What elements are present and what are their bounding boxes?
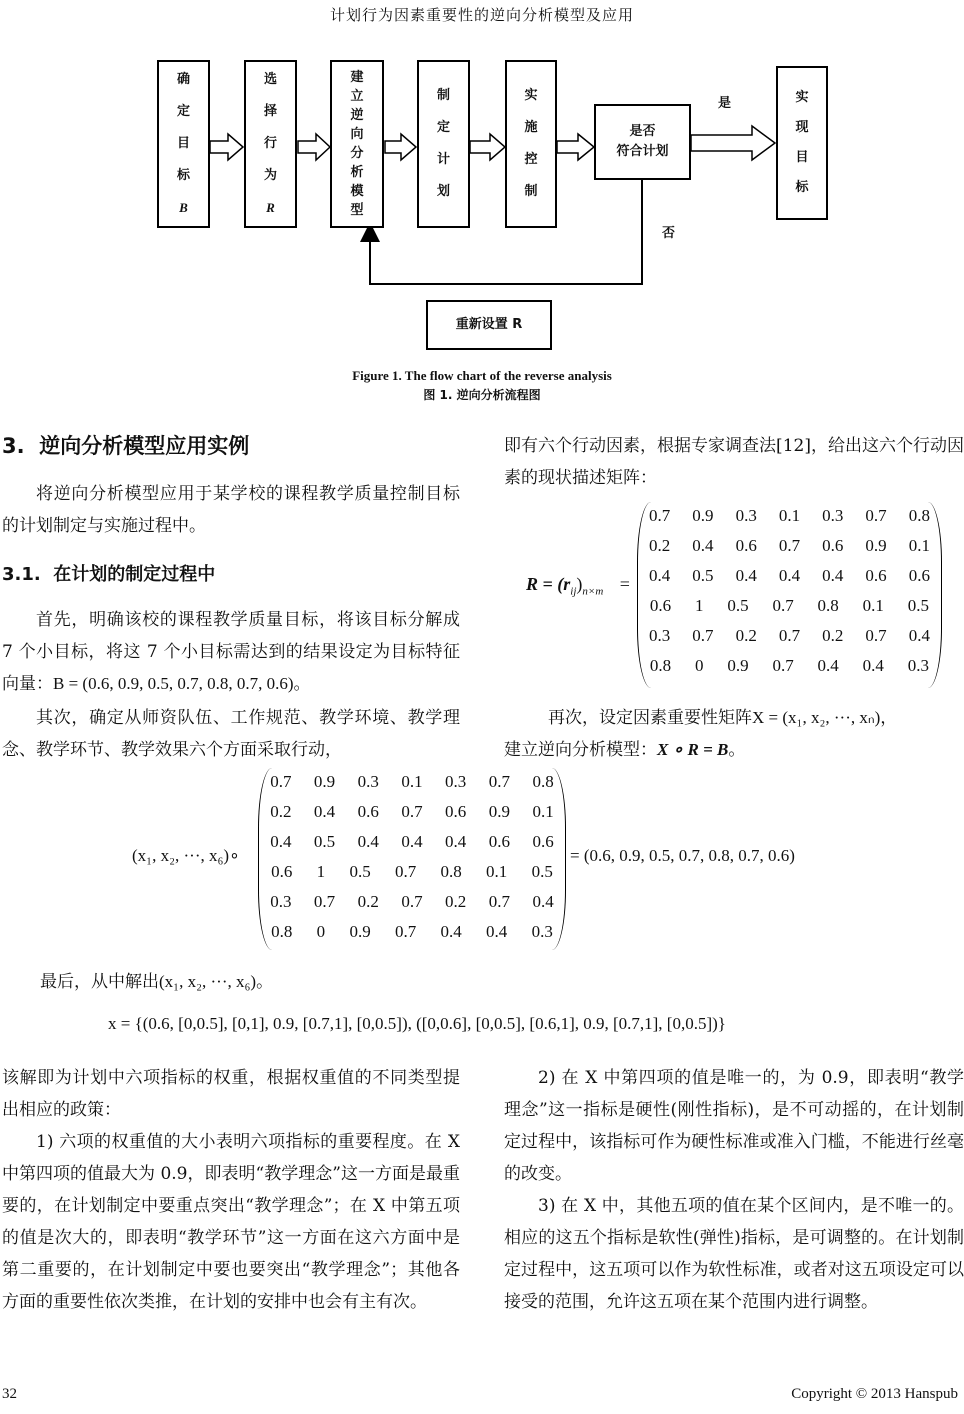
matrix-cell: 0.6 (271, 862, 293, 881)
solution-formula: x = {(0.6, [0,0.5], [0,1], 0.9, [0.7,1], [0,0.5]), ([0,0.6], [0,0.5], [0.6,1], 0.9, [0.7,1], [0,0.5])} (108, 1014, 726, 1033)
matrix-cell: 0.7 (649, 506, 671, 525)
step1-char: 定 (176, 104, 190, 119)
matrix-cell: 0.8 (271, 922, 293, 941)
reset-box (426, 300, 552, 350)
period: 。 (293, 674, 311, 694)
step1-char: 目 (176, 136, 190, 151)
matrix-cell: 0.2 (445, 892, 467, 911)
arrow-6 (691, 126, 775, 160)
step3-char: 建 (350, 70, 364, 85)
right-paragraph-2 (504, 702, 964, 766)
matrix-cell: 0.4 (401, 832, 423, 851)
reset-label: 重新设置 R (455, 316, 523, 332)
matrix-cell: 0.9 (488, 802, 510, 821)
bottom-left-paragraph-1: 该解即为计划中六项指标的权重，根据权重值的不同类型提出相应的政策： (2, 1068, 460, 1120)
matrix-cell: 0.8 (649, 656, 672, 675)
matrix-cell: 0.7 (401, 892, 423, 911)
matrix-cell: 0.1 (532, 802, 554, 821)
bottom-left-paragraph-2: 1) 六项的权重值的大小表明六项指标的重要程度。在 X 中第四项的值最大为 0.9，即表明“教学理念”这一方面是最重要的，在计划制定中要重点突出“教学理念”；在 X 中第五项的值是次大的，即表明“教学环节”这一方面在这六方面中是第二重要的，在计划制定中要也要突出“教学理念”；其他各方面的重要性依次类推，在计划的安排中也会有主有次。 (2, 1132, 460, 1312)
matrix-cell: 0.1 (401, 772, 423, 791)
matrix-cell: 0.3 (357, 772, 379, 791)
matrix-cell: 0.7 (865, 506, 887, 525)
matrix-cell: 0.4 (445, 832, 467, 851)
matrix-cell: 0.2 (270, 802, 292, 821)
matrix-cell: 0.4 (649, 566, 671, 585)
subsection-heading (2, 560, 215, 586)
matrix-row (638, 626, 941, 646)
step-implement-control (505, 60, 557, 228)
step-build-model (330, 60, 384, 228)
matrix-row (259, 802, 565, 822)
page-number: 32 (2, 1386, 17, 1402)
matrix-cell: 0.9 (692, 506, 714, 525)
matrix-cell: 0.4 (313, 802, 336, 821)
matrix-cell: 0.7 (772, 596, 794, 615)
step5-char: 实 (524, 88, 538, 103)
goal-char: 实 (795, 90, 809, 105)
equation-rhs: = (0.6, 0.9, 0.5, 0.7, 0.8, 0.7, 0.6) (570, 846, 795, 865)
goal-char: 现 (795, 120, 809, 135)
matrix-cell: 0.7 (865, 626, 887, 645)
matrix-cell: 0.3 (907, 656, 929, 675)
matrix-cell: 0.8 (440, 862, 462, 881)
decision-line: 符合计划 (616, 144, 669, 159)
matrix-cell: 0.1 (778, 506, 801, 525)
solution-intro-text: 最后，从中解出 (40, 972, 159, 992)
matrix-cell: 0.7 (394, 922, 417, 941)
step4-char: 划 (436, 184, 450, 199)
matrix-cell: 1 (695, 596, 704, 615)
matrix-row (259, 772, 565, 792)
matrix-cell: 0.6 (357, 802, 379, 821)
matrix-cell: 0.5 (313, 832, 336, 851)
matrix-cell: 0.4 (532, 892, 554, 911)
step5-char: 控 (524, 152, 538, 167)
arrow-3 (385, 134, 416, 160)
step1-char: 确 (176, 72, 190, 87)
step1-char: B (179, 200, 188, 215)
matrix-cell: 0.4 (822, 566, 844, 585)
matrix-cell: 0.4 (778, 566, 801, 585)
step-make-plan (417, 60, 470, 228)
step4-char: 计 (436, 152, 450, 167)
matrix-cell: 0.4 (357, 832, 379, 851)
step4-char: 制 (436, 88, 450, 103)
period: 。 (256, 972, 274, 992)
matrix-cell: 0.5 (907, 596, 929, 615)
step3-char: 型 (350, 203, 364, 218)
matrix-cell: 0.3 (649, 626, 671, 645)
matrix-row (638, 506, 941, 526)
matrix-cell: 0.4 (908, 626, 930, 645)
matrix-R (637, 502, 942, 688)
no-label: 否 (662, 226, 676, 241)
step2-char: 选 (263, 72, 277, 87)
matrix-row (638, 596, 941, 616)
step3-char: 立 (350, 89, 364, 104)
matrix-cell: 0.9 (313, 772, 336, 791)
matrix-cell: 0.4 (862, 656, 884, 675)
matrix-cell: 0.5 (692, 566, 714, 585)
arrow-2 (298, 134, 330, 160)
matrix-cell: 0.7 (772, 656, 794, 675)
right-paragraph-1: 即有六个行动因素，根据专家调查法[12]，给出这六个行动因素的现状描述矩阵： (504, 436, 964, 488)
matrix-cell: 0.7 (401, 802, 423, 821)
r-equals: = (619, 574, 630, 594)
matrix-cell: 0.7 (488, 772, 510, 791)
matrix-cell: 0.7 (778, 536, 801, 555)
matrix-cell: 0.3 (531, 922, 553, 941)
goal-char: 目 (795, 150, 809, 165)
x-intro: 再次，设定因素重要性矩阵 (548, 708, 752, 728)
bottom-right-paragraph-2: 3) 在 X 中，其他五项的值在某个区间内，是不唯一的。相应的这五个指标是软性(弹性)指标，是可调整的。在计划制定过程中，这五项可以作为软性标准，或者对这五项设定可以接受的范围，允许这五项在某个范围内进行调整。 (504, 1196, 964, 1312)
matrix-cell: 0.7 (488, 892, 510, 911)
yes-label: 是 (718, 96, 732, 111)
matrix-row (259, 922, 565, 942)
step3-char: 逆 (350, 108, 364, 123)
matrix-cell: 0.8 (908, 506, 930, 525)
solution-intro (40, 966, 273, 998)
step1-char: 标 (176, 168, 190, 183)
step3-char: 模 (350, 184, 364, 199)
comma: ， (880, 708, 898, 728)
matrix-cell: 0.2 (735, 626, 757, 645)
running-header: 计划行为因素重要性的逆向分析模型及应用 (329, 6, 634, 24)
r-close: ) (576, 574, 583, 594)
matrix-row (638, 536, 941, 556)
decision-box (594, 104, 691, 180)
matrix-cell: 0.6 (822, 536, 844, 555)
matrix-cell: 0.7 (778, 626, 801, 645)
matrix-cell: 0.7 (394, 862, 417, 881)
matrix-cell: 0.6 (532, 832, 554, 851)
matrix-cell: 0.7 (692, 626, 714, 645)
matrix-cell: 0.4 (270, 832, 292, 851)
matrix-cell: 0.9 (727, 656, 749, 675)
figure-caption-en: Figure 1. The flow chart of the reverse analysis (352, 368, 612, 383)
matrix-cell: 0.2 (822, 626, 844, 645)
section-heading (2, 430, 249, 460)
matrix-cell: 0.9 (865, 536, 887, 555)
goal-char: 标 (795, 180, 809, 195)
goal-vector-B: B = (0.6, 0.9, 0.5, 0.7, 0.8, 0.7, 0.6) (53, 674, 294, 693)
matrix-row (638, 566, 941, 586)
matrix-cell: 0.4 (440, 922, 462, 941)
matrix-cell: 0.5 (727, 596, 749, 615)
step-set-goal (157, 60, 210, 228)
step2-char: 择 (263, 104, 277, 119)
arrow-5 (557, 134, 594, 160)
r-lhs: R = (r (526, 574, 571, 594)
step-select-behavior (244, 60, 297, 228)
matrix-cell: 0.7 (270, 772, 292, 791)
matrix-cell: 0.7 (313, 892, 336, 911)
matrix-cell: 0.6 (865, 566, 887, 585)
matrix-cell: 0.8 (532, 772, 554, 791)
r-dimension: n×m (582, 585, 604, 598)
matrix-cell: 0.4 (486, 922, 508, 941)
step2-char: 为 (263, 168, 277, 183)
matrix-cell: 0 (316, 922, 326, 941)
section-title: 逆向分析模型应用实例 (39, 434, 250, 458)
matrix-cell: 0.6 (649, 596, 672, 615)
matrix-cell: 0.2 (649, 536, 671, 555)
matrix-cell: 0.4 (692, 536, 714, 555)
matrix-row (259, 862, 565, 882)
matrix-cell: 0.1 (908, 536, 930, 555)
x-vector: X = (x₁, x₂, ···, xₙ) (752, 708, 881, 727)
matrix-cell: 0.6 (908, 566, 930, 585)
matrix-row (259, 892, 565, 912)
step3-char: 析 (350, 165, 364, 180)
matrix-cell: 0.2 (357, 892, 379, 911)
matrix-cell: 0.1 (862, 596, 884, 615)
step4-char: 定 (436, 120, 450, 135)
section-number: 3. (2, 434, 25, 458)
matrix-cell: 0.6 (488, 832, 510, 851)
matrix-cell: 0.5 (531, 862, 553, 881)
arrow-1 (210, 134, 243, 160)
matrix-cell: 0.4 (735, 566, 757, 585)
period: 。 (728, 740, 746, 760)
step2-char: R (266, 200, 275, 215)
step3-char: 分 (350, 146, 364, 161)
matrix-cell: 0.9 (349, 922, 371, 941)
matrix-cell: 0.6 (445, 802, 467, 821)
matrix-cell: 0.5 (349, 862, 371, 881)
figure-caption-zh: 图 1. 逆向分析流程图 (423, 388, 541, 402)
equation-lhs: (x₁, x₂, ···, x₆)∘ (132, 846, 240, 865)
decision-line: 是否 (629, 124, 656, 139)
left-paragraph-1: 将逆向分析模型应用于某学校的课程教学质量控制目标的计划制定与实施过程中。 (2, 484, 460, 536)
matrix-in-equation (258, 768, 566, 950)
matrix-cell: 0 (695, 656, 704, 675)
matrix-cell: 0.3 (270, 892, 292, 911)
arrow-4 (470, 134, 505, 160)
left-paragraph-3: 其次，确定从师资队伍、工作规范、教学环境、教学理念、教学环节、教学效果六个方面采取行动， (2, 708, 460, 760)
r-subscript: ij (570, 585, 577, 598)
goal-vector-intro: 首先，明确该校的课程教学质量目标，将该目标分解成 7 个小目标，将这 7 个小目标需达到的结果设定为目标特征向量： (2, 610, 460, 694)
left-paragraph-2 (2, 604, 460, 700)
matrix-cell: 0.6 (735, 536, 757, 555)
subsection-number: 3.1. (2, 564, 41, 585)
r-definition (526, 574, 630, 598)
step5-char: 制 (524, 184, 538, 199)
matrix-row (638, 656, 941, 676)
step3-char: 向 (350, 127, 364, 142)
matrix-cell: 0.3 (822, 506, 844, 525)
matrix-cell: 0.3 (735, 506, 757, 525)
matrix-cell: 0.3 (445, 772, 467, 791)
step5-char: 施 (524, 120, 538, 135)
model-equation: X ∘ R = B (657, 740, 729, 759)
step-achieve-goal (776, 66, 828, 220)
bottom-right-paragraph-1: 2) 在 X 中第四项的值是唯一的，为 0.9，即表明“教学理念”这一指标是硬性(刚性指标)，是不可动摇的，在计划制定过程中，该指标可作为硬性标准或准入门槛，不能进行丝毫的改变。 (504, 1068, 964, 1184)
matrix-cell: 0.1 (486, 862, 508, 881)
subsection-title: 在计划的制定过程中 (53, 564, 216, 585)
matrix-cell: 0.8 (817, 596, 839, 615)
matrix-row (259, 832, 565, 852)
model-intro: 建立逆向分析模型： (504, 740, 657, 760)
copyright: Copyright © 2013 Hanspub (791, 1386, 958, 1402)
matrix-cell: 1 (316, 862, 326, 881)
step2-char: 行 (263, 136, 277, 151)
solution-vars: (x₁, x₂, ···, x₆) (159, 972, 257, 991)
matrix-cell: 0.4 (817, 656, 839, 675)
